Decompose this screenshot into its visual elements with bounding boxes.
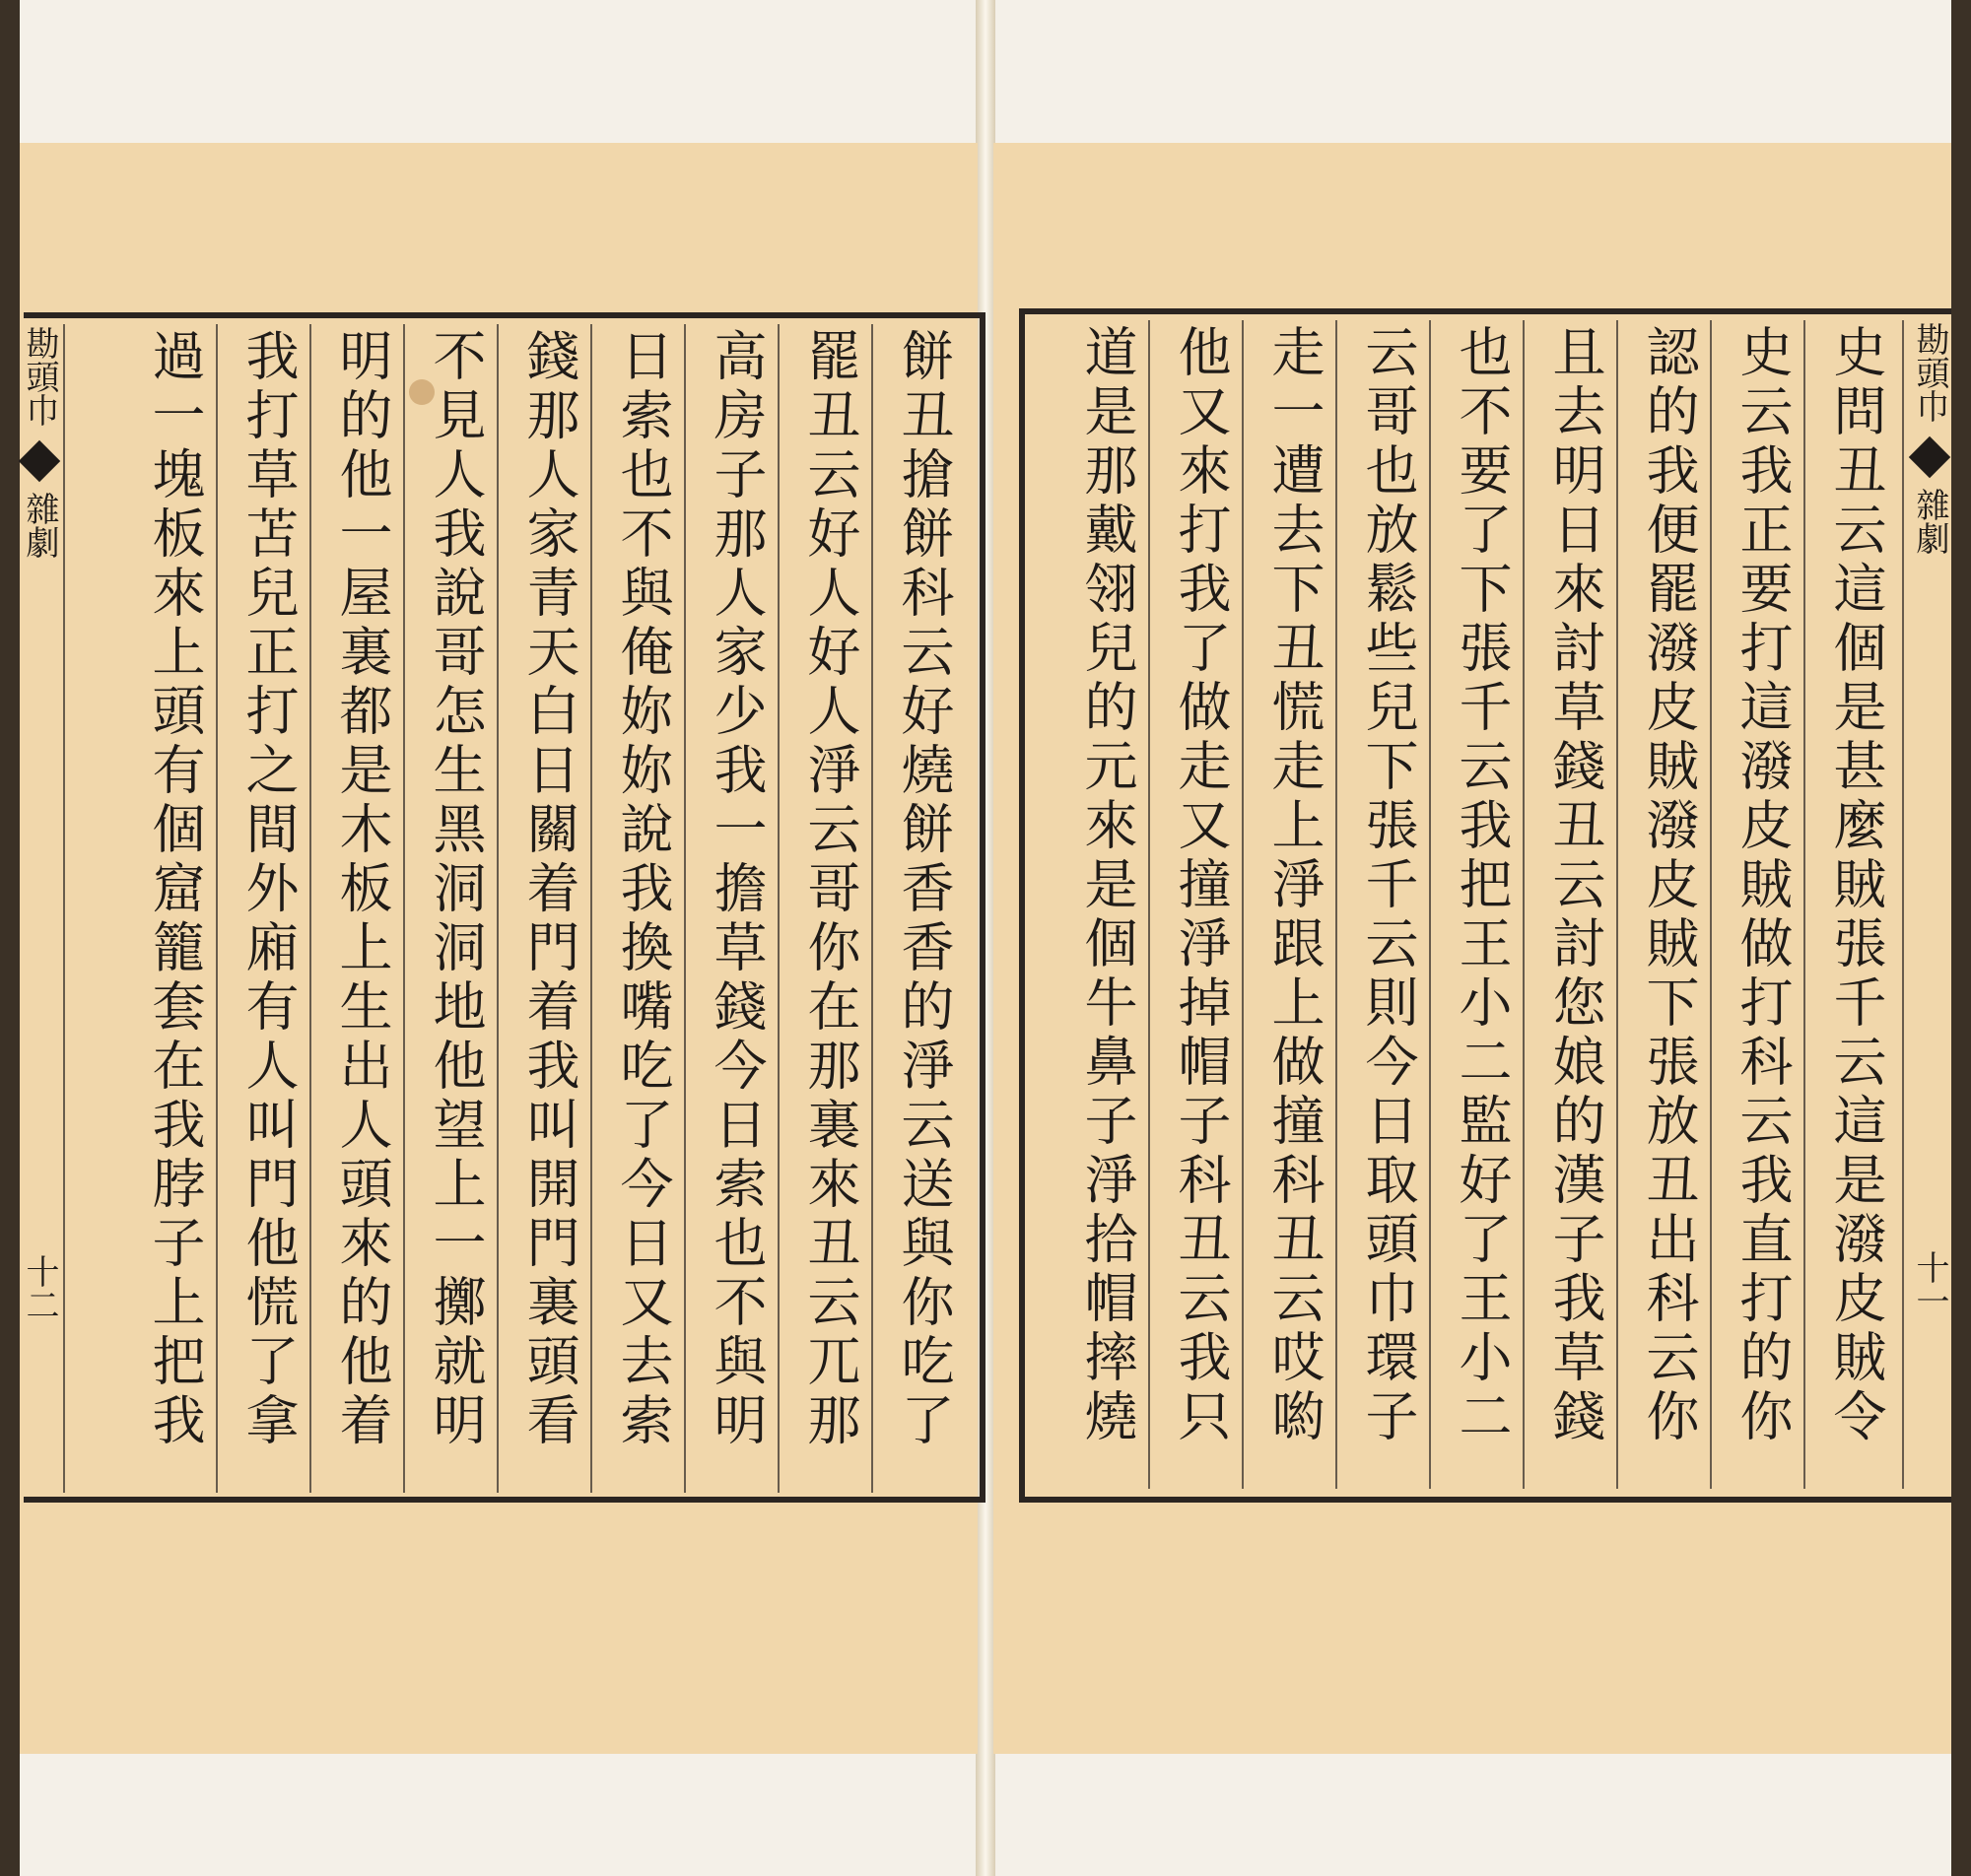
column-rule: [216, 324, 218, 1493]
text-column-5: 也不要了下張千云我把王小二監好了王小二: [1451, 324, 1513, 1447]
column-rule: [1429, 320, 1431, 1489]
text-column-7: 走一遭去下丑慌走上淨跟上做撞科丑云哎喲: [1263, 324, 1325, 1447]
right-margin-volume: 雜劇: [1910, 488, 1949, 555]
text-column-8: 他又來打我了做走又撞淨掉帽子科丑云我只: [1170, 324, 1232, 1447]
text-column-9: 過一塊板來上頭有個窟籠套在我脖子上把我: [144, 328, 206, 1451]
endpaper-bottom-left: [20, 1754, 986, 1876]
text-column-3: 認的我便罷潑皮賊潑皮賊下張放丑出科云你: [1638, 324, 1700, 1447]
text-column-8: 我打草苫兒正打之間外廂有人叫門他慌了拿: [238, 328, 300, 1451]
column-rule: [1523, 320, 1525, 1489]
endpaper-top-left: [20, 0, 986, 143]
column-rule: [63, 324, 65, 1493]
column-rule: [1710, 320, 1712, 1489]
text-column-6: 不見人我說哥怎生黑洞洞地他望上一擲就明: [425, 328, 487, 1451]
left-page-frame: [20, 312, 986, 1503]
left-margin-volume: 雜劇: [20, 492, 59, 559]
column-rule: [871, 324, 873, 1493]
text-column-2: 史云我正要打這潑皮賊做打科云我直打的你: [1732, 324, 1794, 1447]
left-margin-folio: 十二: [20, 1254, 59, 1321]
fish-tail-mark: [22, 446, 57, 476]
column-rule: [309, 324, 311, 1493]
column-rule: [1902, 320, 1904, 1489]
text-column-3: 高房子那人家少我一擔草錢今日索也不與明: [706, 328, 768, 1451]
left-page: [20, 143, 978, 1754]
text-column-9: 道是那戴翎兒的元來是個牛鼻子淨拾帽摔燒: [1076, 324, 1138, 1447]
column-rule: [590, 324, 592, 1493]
column-rule: [1148, 320, 1150, 1489]
column-rule: [1242, 320, 1244, 1489]
column-rule: [778, 324, 780, 1493]
column-rule: [684, 324, 686, 1493]
fish-tail-mark: [1912, 442, 1947, 472]
endpaper-bottom-right: [986, 1754, 1951, 1876]
right-page-frame: [1019, 308, 1951, 1503]
text-column-1: 史問丑云這個是甚麼賊張千云這是潑皮賊令: [1825, 324, 1887, 1447]
column-rule: [403, 324, 405, 1493]
text-column-4: 日索也不與俺妳妳說我換嘴吃了今日又去索: [612, 328, 674, 1451]
text-column-4: 且去明日來討草錢丑云討您娘的漢子我草錢: [1544, 324, 1606, 1447]
text-column-1: 餅丑搶餅科云好燒餅香香的淨云送與你吃了: [893, 328, 955, 1451]
text-column-5: 錢那人家青天白日關着門着我叫開門裏頭看: [518, 328, 580, 1451]
column-rule: [497, 324, 499, 1493]
text-column-6: 云哥也放鬆些兒下張千云則今日取頭巾環子: [1357, 324, 1419, 1447]
right-margin-title: 勘頭巾: [1910, 322, 1949, 423]
right-margin-folio: 十一: [1910, 1250, 1949, 1317]
text-column-2: 罷丑云好人好人淨云哥你在那裏來丑云兀那: [799, 328, 861, 1451]
endpaper-top-right: [986, 0, 1951, 143]
column-rule: [1616, 320, 1618, 1489]
text-column-7: 明的他一屋裏都是木板上生出人頭來的他着: [331, 328, 393, 1451]
left-margin-title: 勘頭巾: [20, 326, 59, 427]
column-rule: [1335, 320, 1337, 1489]
column-rule: [1803, 320, 1805, 1489]
right-page: [993, 143, 1951, 1754]
